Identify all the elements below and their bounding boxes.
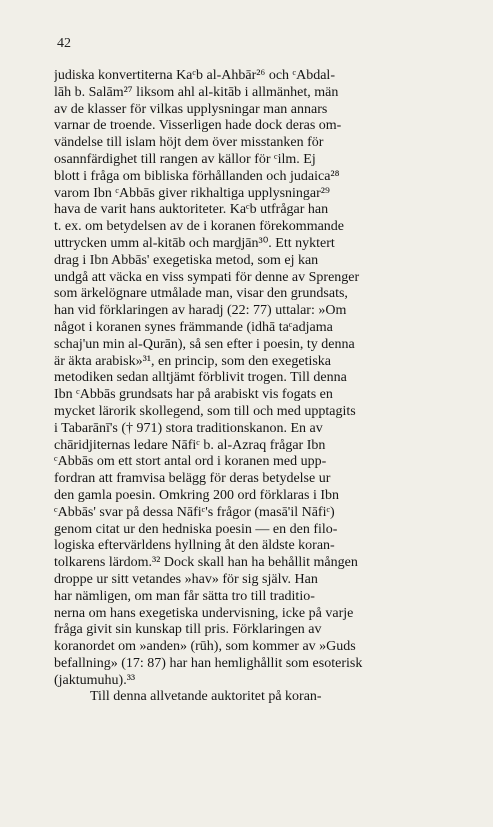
text-line-25: fordran att framvisa belägg för deras betydelse ur bbox=[54, 471, 331, 487]
text-line-3: av de klasser för vilkas upplysningar man annars bbox=[54, 101, 328, 117]
text-line-32: har nämligen, om man får sätta tro till traditio- bbox=[54, 588, 315, 604]
text-line-14: som ärkelögnare utmålade man, visar den grundsats, bbox=[54, 286, 348, 302]
text-line-20: Ibn ᶜAbbās grundsats har på arabiskt vis fogats en bbox=[54, 387, 333, 403]
text-line-1: judiska konvertiterna Kaᶜb al-Ahbār²⁶ och ᶜAbdal- bbox=[54, 68, 335, 83]
text-line-36: befallning» (17: 87) har han hemlighållit som esoterisk bbox=[54, 655, 363, 671]
text-line-12: drag i Ibn Abbās' exegetiska metod, som ej kan bbox=[54, 252, 319, 268]
text-line-33: nerna om hans exegetiska undervisning, icke på varje bbox=[54, 605, 354, 621]
text-line-23: chāridjiternas ledare Nāfiᶜ b. al-Azraq frågar Ibn bbox=[54, 437, 326, 453]
text-line-31: droppe ur sitt vetandes »hav» för sig själv. Han bbox=[54, 571, 318, 587]
text-line-34: fråga givit sin kunskap till pris. Förklaringen av bbox=[54, 622, 322, 638]
text-line-22: i Tabarānī's († 971) stora traditionskanon. En av bbox=[54, 420, 323, 436]
text-line-28: genom citat ur den hedniska poesin — en den filo- bbox=[54, 521, 338, 537]
page-number: 42 bbox=[57, 36, 71, 51]
text-line-6: osannfärdighet till rangen av källor för ᶜilm. Ej bbox=[54, 151, 316, 167]
text-line-10: t. ex. om betydelsen av de i koranen förekommande bbox=[54, 219, 345, 235]
text-line-8: varom Ibn ᶜAbbās giver rikhaltiga upplysningar²⁹ bbox=[54, 185, 330, 201]
text-line-27: ᶜAbbās' svar på dessa Nāfiᶜ's frågor (masā'il Nāfiᶜ) bbox=[54, 504, 335, 520]
text-line-11: uttrycken umm al-kitāb och marḏjān³⁰. Ett nyktert bbox=[54, 235, 335, 251]
text-line-19: metodiken sedan alltjämt förblivit trogen. Till denna bbox=[54, 370, 347, 386]
text-line-24: ᶜAbbās om ett stort antal ord i koranen med upp- bbox=[54, 454, 327, 470]
text-line-26: den gamla poesin. Omkring 200 ord förklaras i Ibn bbox=[54, 487, 339, 503]
text-line-15: han vid förklaringen av haradj (22: 77) uttalar: »Om bbox=[54, 303, 347, 319]
text-line-38: Till denna allvetande auktoritet på koran- bbox=[90, 689, 322, 705]
text-line-30: tolkarens lärdom.³² Dock skall han ha behållit mången bbox=[54, 555, 358, 571]
text-line-7: blott i fråga om bibliska förhållanden och judaica²⁸ bbox=[54, 168, 340, 184]
body-text bbox=[54, 68, 444, 706]
text-line-18: är äkta arabisk»³¹, en princip, som den exegetiska bbox=[54, 353, 332, 369]
text-line-9: hava de varit hans auktoriteter. Kaᶜb utfrågar han bbox=[54, 202, 329, 218]
text-line-5: vändelse till islam höjt dem över misstanken för bbox=[54, 135, 324, 151]
text-line-4: varnar de troende. Visserligen hade dock deras om- bbox=[54, 118, 342, 134]
text-line-2: lāh b. Salām²⁷ liksom ahl al-kitāb i allmänhet, män bbox=[54, 84, 339, 100]
text-line-21: mycket lärorik skollegend, som till och med upptagits bbox=[54, 403, 356, 419]
text-line-13: undgå att väcka en viss sympati för denne av Sprenger bbox=[54, 269, 360, 285]
text-line-37: (jaktumuhu).³³ bbox=[54, 672, 136, 688]
text-line-29: logiska eftervärldens hyllning åt den äldste koran- bbox=[54, 538, 335, 554]
text-line-35: koranordet om »anden» (rūh), som kommer av »Guds bbox=[54, 639, 356, 655]
text-line-16: något i koranen synes främmande (idhā taᶜadjama bbox=[54, 319, 333, 335]
text-line-17: schaj'un min al-Qurān), så sen efter i poesin, ty denna bbox=[54, 336, 355, 352]
